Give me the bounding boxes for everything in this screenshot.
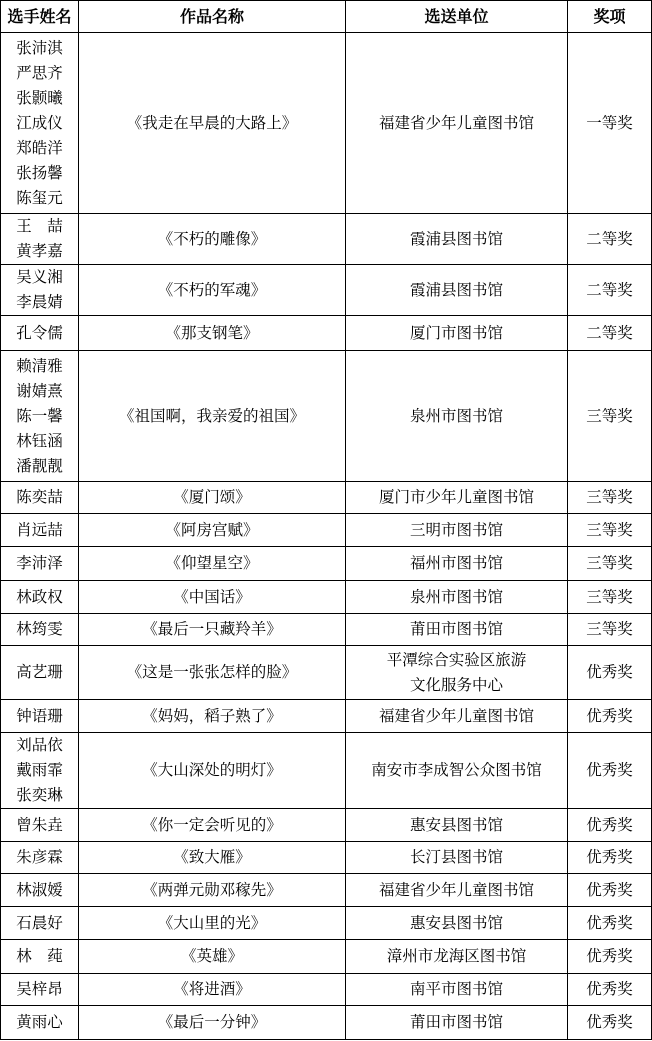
work-title-cell: 《大山深处的明灯》 xyxy=(79,733,346,809)
contestant-name: 吴义湘 xyxy=(16,268,63,286)
work-title-cell: 《那支钢笔》 xyxy=(79,316,346,351)
award-cell: 一等奖 xyxy=(568,33,652,214)
table-row xyxy=(1,214,652,265)
contestant-name: 林政权 xyxy=(16,587,63,606)
contestant-names-cell xyxy=(1,700,79,733)
table-row xyxy=(1,316,652,351)
contestant-names-cell xyxy=(1,809,79,842)
award-cell: 优秀奖 xyxy=(568,974,652,1006)
table-row xyxy=(1,907,652,940)
contestant-name: 朱彦霖 xyxy=(16,848,63,866)
submitting-unit-cell xyxy=(346,940,568,974)
submitting-unit-line: 霞浦县图书馆 xyxy=(409,280,503,299)
contestant-name: 钟语珊 xyxy=(16,706,63,725)
table-row xyxy=(1,874,652,907)
award-cell: 优秀奖 xyxy=(568,1006,652,1040)
award-cell: 优秀奖 xyxy=(568,907,652,940)
submitting-unit-cell xyxy=(346,482,568,514)
table-row xyxy=(1,809,652,842)
table-row xyxy=(1,700,652,733)
submitting-unit-cell xyxy=(346,809,568,842)
work-title-cell: 《仰望星空》 xyxy=(79,547,346,581)
contestant-name: 严思齐 xyxy=(16,63,63,82)
contestant-name: 张颢曦 xyxy=(16,88,63,107)
contestant-names-cell xyxy=(1,614,79,646)
contestant-name: 陈玺元 xyxy=(16,188,63,207)
header-submitting-unit: 选送单位 xyxy=(346,1,568,33)
contestant-name: 孔令儒 xyxy=(16,323,63,342)
header-award: 奖项 xyxy=(568,1,652,33)
contestant-name: 刘品依 xyxy=(16,736,63,754)
contestant-name: 林钰涵 xyxy=(16,431,63,450)
work-title-cell: 《你一定会听见的》 xyxy=(79,809,346,842)
contestant-names-cell xyxy=(1,1006,79,1040)
submitting-unit-cell xyxy=(346,547,568,581)
submitting-unit-line: 福建省少年儿童图书馆 xyxy=(378,880,534,899)
work-title-cell: 《厦门颂》 xyxy=(79,482,346,514)
submitting-unit-line: 平潭综合实验区旅游 xyxy=(386,650,527,669)
contestant-name: 潘靓靓 xyxy=(16,456,63,475)
submitting-unit-cell xyxy=(346,700,568,733)
submitting-unit-cell xyxy=(346,351,568,482)
table-row xyxy=(1,842,652,874)
contestant-name: 谢婧熹 xyxy=(16,381,63,400)
contestant-name: 戴雨霏 xyxy=(16,761,63,779)
work-title-cell: 《英雄》 xyxy=(79,940,346,974)
contestant-names-cell xyxy=(1,482,79,514)
submitting-unit-line: 漳州市龙海区图书馆 xyxy=(386,947,527,965)
contestant-names-cell xyxy=(1,33,79,214)
work-title-cell: 《致大雁》 xyxy=(79,842,346,874)
award-cell: 优秀奖 xyxy=(568,809,652,842)
work-title-cell: 《最后一分钟》 xyxy=(79,1006,346,1040)
table-row xyxy=(1,614,652,646)
award-cell: 二等奖 xyxy=(568,316,652,351)
table-row xyxy=(1,733,652,809)
work-title-cell: 《祖国啊，我亲爱的祖国》 xyxy=(79,351,346,482)
contestant-name: 林淑嫒 xyxy=(16,880,63,899)
contestant-name: 石晨好 xyxy=(16,913,63,932)
work-title-cell: 《中国话》 xyxy=(79,581,346,614)
contestant-name: 肖远喆 xyxy=(16,520,63,539)
contestant-names-cell xyxy=(1,646,79,700)
contestant-name: 张沛淇 xyxy=(16,38,63,57)
contestant-names-cell xyxy=(1,316,79,351)
contestant-name: 李晨婧 xyxy=(16,293,63,311)
work-title-cell: 《大山里的光》 xyxy=(79,907,346,940)
table-row xyxy=(1,33,652,214)
award-cell: 优秀奖 xyxy=(568,842,652,874)
submitting-unit-cell xyxy=(346,514,568,547)
award-cell: 三等奖 xyxy=(568,547,652,581)
submitting-unit-cell xyxy=(346,265,568,316)
contestant-name: 林 莼 xyxy=(16,947,63,965)
submitting-unit-line: 惠安县图书馆 xyxy=(409,815,503,834)
submitting-unit-line: 莆田市图书馆 xyxy=(409,620,503,638)
submitting-unit-line: 福州市图书馆 xyxy=(409,554,503,572)
submitting-unit-cell xyxy=(346,1006,568,1040)
submitting-unit-cell xyxy=(346,316,568,351)
award-cell: 优秀奖 xyxy=(568,940,652,974)
table-body xyxy=(1,33,652,1040)
submitting-unit-line: 惠安县图书馆 xyxy=(409,913,503,932)
contestant-name: 曾朱垚 xyxy=(16,815,63,834)
award-cell: 三等奖 xyxy=(568,351,652,482)
contestant-names-cell xyxy=(1,581,79,614)
work-title-cell: 《阿房宫赋》 xyxy=(79,514,346,547)
submitting-unit-cell xyxy=(346,907,568,940)
submitting-unit-line: 霞浦县图书馆 xyxy=(409,229,503,248)
work-title-cell: 《将进酒》 xyxy=(79,974,346,1006)
table-row xyxy=(1,940,652,974)
submitting-unit-line: 厦门市图书馆 xyxy=(409,323,503,342)
award-cell: 三等奖 xyxy=(568,514,652,547)
work-title-cell: 《不朽的军魂》 xyxy=(79,265,346,316)
submitting-unit-cell xyxy=(346,974,568,1006)
contestant-name: 张扬馨 xyxy=(16,163,63,182)
award-cell: 三等奖 xyxy=(568,581,652,614)
award-cell: 优秀奖 xyxy=(568,700,652,733)
table-row xyxy=(1,547,652,581)
table-row xyxy=(1,646,652,700)
contestant-names-cell xyxy=(1,907,79,940)
contestant-name: 高艺珊 xyxy=(16,663,63,681)
award-cell: 二等奖 xyxy=(568,214,652,265)
submitting-unit-line: 福建省少年儿童图书馆 xyxy=(378,706,534,725)
contestant-name: 黄孝嘉 xyxy=(16,242,63,260)
contestant-name: 张奕琳 xyxy=(16,786,63,804)
contestant-name: 赖清雅 xyxy=(16,356,63,375)
table-row xyxy=(1,265,652,316)
submitting-unit-cell xyxy=(346,733,568,809)
award-cell: 三等奖 xyxy=(568,614,652,646)
award-cell: 优秀奖 xyxy=(568,646,652,700)
table-row xyxy=(1,482,652,514)
submitting-unit-line: 福建省少年儿童图书馆 xyxy=(378,113,534,132)
table-row xyxy=(1,514,652,547)
work-title-cell: 《我走在早晨的大路上》 xyxy=(79,33,346,214)
contestant-names-cell xyxy=(1,842,79,874)
award-cell: 优秀奖 xyxy=(568,733,652,809)
work-title-cell: 《这是一张张怎样的脸》 xyxy=(79,646,346,700)
submitting-unit-cell xyxy=(346,614,568,646)
contestant-names-cell xyxy=(1,214,79,265)
table-row xyxy=(1,581,652,614)
header-work-title: 作品名称 xyxy=(79,1,346,33)
contestant-name: 郑皓洋 xyxy=(16,138,63,157)
contestant-name: 李沛泽 xyxy=(16,554,63,572)
submitting-unit-cell xyxy=(346,874,568,907)
contestant-name: 黄雨心 xyxy=(16,1013,63,1031)
contestant-names-cell xyxy=(1,514,79,547)
contestant-name: 陈一馨 xyxy=(16,406,63,425)
submitting-unit-line: 泉州市图书馆 xyxy=(409,406,503,425)
submitting-unit-line: 文化服务中心 xyxy=(409,675,503,694)
header-row xyxy=(1,1,652,33)
work-title-cell: 《最后一只藏羚羊》 xyxy=(79,614,346,646)
contestant-names-cell xyxy=(1,351,79,482)
work-title-cell: 《妈妈，稻子熟了》 xyxy=(79,700,346,733)
submitting-unit-cell xyxy=(346,33,568,214)
submitting-unit-cell xyxy=(346,581,568,614)
submitting-unit-line: 长汀县图书馆 xyxy=(409,848,503,866)
contestant-names-cell xyxy=(1,874,79,907)
contestant-name: 陈奕喆 xyxy=(16,488,63,506)
submitting-unit-line: 泉州市图书馆 xyxy=(409,587,503,606)
contestant-names-cell xyxy=(1,974,79,1006)
contestant-name: 林筠雯 xyxy=(16,620,63,638)
work-title-cell: 《两弹元勋邓稼先》 xyxy=(79,874,346,907)
contestant-names-cell xyxy=(1,733,79,809)
submitting-unit-cell xyxy=(346,842,568,874)
contestant-name: 江成仪 xyxy=(16,113,63,132)
submitting-unit-line: 莆田市图书馆 xyxy=(409,1013,503,1031)
award-cell: 优秀奖 xyxy=(568,874,652,907)
submitting-unit-line: 三明市图书馆 xyxy=(409,520,503,539)
contestant-name: 王 喆 xyxy=(16,217,63,235)
header-contestant-name: 选手姓名 xyxy=(1,1,79,33)
award-cell: 二等奖 xyxy=(568,265,652,316)
award-cell: 三等奖 xyxy=(568,482,652,514)
table-row xyxy=(1,1006,652,1040)
submitting-unit-line: 厦门市少年儿童图书馆 xyxy=(378,488,534,506)
contestant-names-cell xyxy=(1,940,79,974)
table-row xyxy=(1,351,652,482)
submitting-unit-line: 南安市李成智公众图书馆 xyxy=(371,761,542,779)
contestant-name: 吴梓昂 xyxy=(16,980,63,998)
submitting-unit-cell xyxy=(346,646,568,700)
submitting-unit-line: 南平市图书馆 xyxy=(409,980,503,998)
table-row xyxy=(1,974,652,1006)
contestant-names-cell xyxy=(1,265,79,316)
contestant-names-cell xyxy=(1,547,79,581)
work-title-cell: 《不朽的雕像》 xyxy=(79,214,346,265)
submitting-unit-cell xyxy=(346,214,568,265)
